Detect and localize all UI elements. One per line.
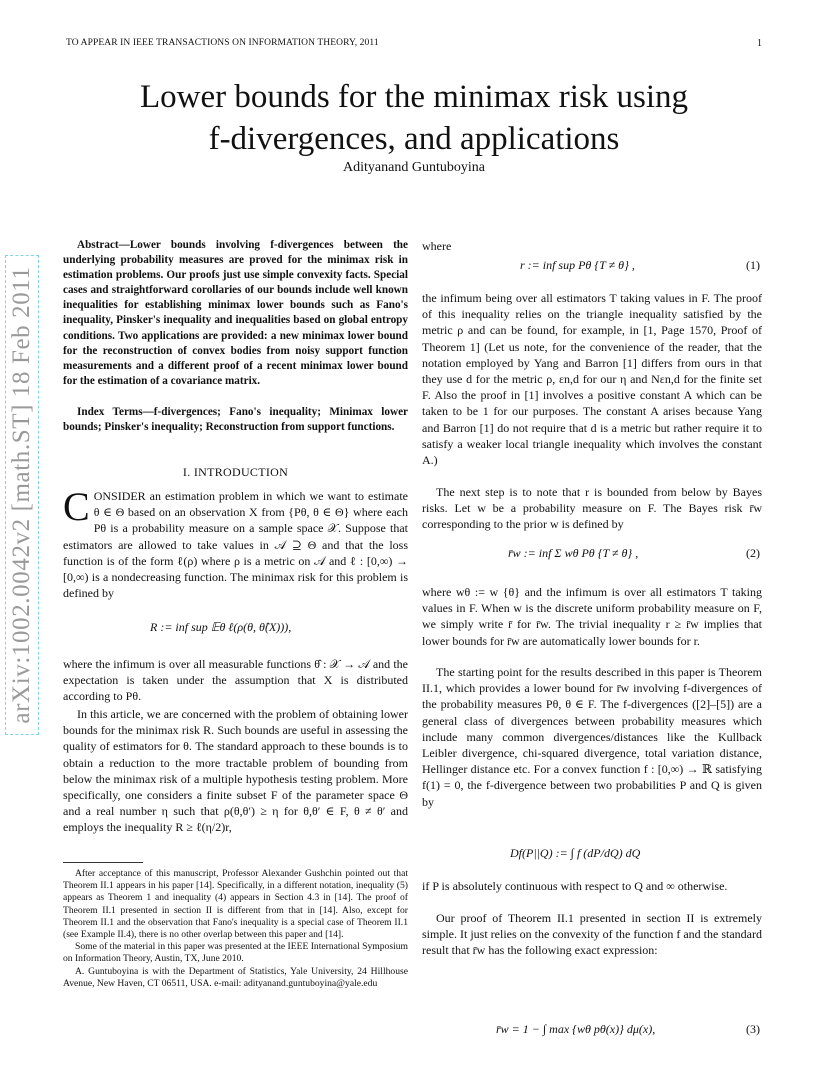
equation-2: r̄w := inf Σ wθ Pθ {T ≠ θ} ,: [508, 546, 639, 560]
drop-cap: C: [63, 484, 90, 529]
index-terms: Index Terms—f-divergences; Fano's inequality; Minimax lower bounds; Pinsker's inequality; Reconstruction from support functions.: [63, 406, 408, 434]
equation-divergence: Df(P||Q) := ∫ f (dP/dQ) dQ: [510, 846, 641, 860]
intro-paragraph-1: [63, 484, 408, 601]
footnote-2: Some of the material in this paper was presented at the IEEE International Symposium on Information Theory, Austin, TX, June 2010.: [63, 941, 408, 965]
equation-3: r̄w = 1 − ∫ max {wθ pθ(x)} dμ(x),: [496, 1022, 656, 1036]
author-name: Adityanand Guntuboyina: [343, 160, 485, 175]
page-number: 1: [757, 38, 762, 49]
equation-1-number: (1): [746, 258, 760, 272]
intro-paragraph-1b: where the infimum is over all measurable functions θ̂ : 𝒳 → 𝒜 and the expectation is taken under the assumption that X is distributed according to Pθ.: [63, 657, 408, 704]
running-head: TO APPEAR IN IEEE TRANSACTIONS ON INFORMATION THEORY, 2011: [66, 38, 379, 48]
footnote-rule: [63, 862, 143, 863]
section-heading: I. INTRODUCTION: [182, 465, 289, 479]
paper-title: [60, 76, 768, 160]
equation-3-number: (3): [746, 1022, 760, 1036]
arxiv-stamp[interactable]: [0, 255, 44, 735]
right-paragraph-4: The starting point for the results described in this paper is Theorem II.1, which provides a lower bound for r̄w involving f-divergences of the probability measures Pθ, θ ∈ F. The f-divergences ([2]–[5]) are a general class of divergences between probability measures which include many common divergences/distances like the Kullback Leibler divergence, chi-squared divergence, total variation distance, Hellinger distance etc. For a convex function f : [0,∞) → ℝ satisfying f(1) = 0, the f-divergence between two probabilities P and Q is given by: [422, 665, 762, 809]
right-where: where: [422, 239, 452, 253]
equation-2-number: (2): [746, 546, 760, 560]
arxiv-stamp-text[interactable]: arXiv:1002.0042v2 [math.ST] 18 Feb 2011: [8, 266, 35, 724]
title-line-1: Lower bounds for the minimax risk using: [139, 79, 689, 115]
right-paragraph-2: The next step is to note that r is bounded from below by Bayes risks. Let w be a probability measure on F. The Bayes risk r̄w corresponding to the prior w is defined by: [422, 485, 762, 532]
title-line-2: [60, 118, 768, 160]
right-paragraph-5: if P is absolutely continuous with respect to Q and ∞ otherwise.: [422, 879, 728, 893]
right-paragraph-3: where wθ := w {θ} and the infimum is over all estimators T taking values in F. When w is the discrete uniform probability measure on F, we simply write r̄ for r̄w. The trivial inequality r ≥ r̄w implies that lower bounds for r̄w are automatically lower bounds for r.: [422, 585, 762, 648]
intro-paragraph-2: In this article, we are concerned with the problem of obtaining lower bounds for the minimax risk R. Such bounds are useful in assessing the quality of estimators for θ. The standard approach to these bounds is to obtain a reduction to the more tractable problem of bounding from below the minimax risk of a multiple hypothesis testing problem. More specifically, one considers a finite subset F of the parameter space Θ and a real number η such that ρ(θ,θ′) ≥ η for θ,θ′ ∈ F, θ ≠ θ′ and employs the inequality R ≥ ℓ(η/2)r,: [63, 707, 408, 835]
right-paragraph-6: Our proof of Theorem II.1 presented in section II is extremely simple. It just relies on the convexity of the function f and the standard result that r̄w has the following exact expression:: [422, 911, 762, 958]
equation-minimax: R := inf sup 𝔼θ ℓ(ρ(θ, θ̂(X))),: [150, 620, 292, 634]
footnote-3: A. Guntuboyina is with the Department of Statistics, Yale University, 24 Hillhouse Avenue, New Haven, CT 06511, USA. e-mail: adityanand.guntuboyina@yale.edu: [63, 965, 408, 989]
footnotes: [63, 868, 408, 990]
intro-p1-text: ONSIDER an estimation problem in which we want to estimate θ ∈ Θ based on an observation X from {Pθ, θ ∈ Θ} where each Pθ is a probability measure on a sample space 𝒳. Suppose that estimators are allowed to take values in 𝒜 ⊇ Θ and that the loss function is of the form ℓ(ρ) where ρ is a metric on 𝒜 and ℓ : [0,∞) → [0,∞) is a nondecreasing function. The minimax risk for this problem is defined by: [63, 489, 408, 601]
equation-1: r := inf sup Pθ {T ≠ θ} ,: [520, 258, 635, 272]
footnote-1: After acceptance of this manuscript, Professor Alexander Gushchin pointed out that Theorem II.1 appears in his paper [14]. Specifically, in a different notation, inequality (5) appears as Theorem 1 and inequality (4) appears in Section 4.3 in [14]. The proof of Theorem II.1 presented in section II is different from that in [14]. Also, except for Theorem II.1 and the observation that Fano's inequality is a special case of Theorem II.1 (see Example II.4), there is no other overlap between this paper and [14].: [63, 868, 408, 941]
title-line-2-text: f-divergences, and applications: [208, 121, 620, 157]
abstract: Abstract—Lower bounds involving f-divergences between the underlying probability measures are proved for the minimax risk in estimation problems. Our proofs just use simple convexity facts. Special cases and straightforward corollaries of our bounds include well known inequalities for establishing minimax lower bounds such as Fano's inequality, Pinsker's inequality and inequalities based on global entropy conditions. Two applications are provided: a new minimax lower bound for the reconstruction of convex bodies from noisy support function measurements and a different proof of a recent minimax lower bound for the estimation of a covariance matrix.: [63, 239, 408, 387]
right-paragraph-1: the infimum being over all estimators T taking values in F. The proof of this inequality relies on the triangle inequality satisfied by the metric ρ and can be found, for example, in [1, Page 1570, Proof of Theorem 1] (Let us note, for the convenience of the reader, that the notation employed by Yang and Barron [1] differs from ours in that they use d for the metric ρ, εn,d for our η and Nεn,d for the finite set F. Also the proof in [1] involves a positive constant A which can be taken to be 1 for our purposes. The constant A arises because Yang and Barron [1] do not require that d is a metric but rather require it to satisfy a weaker local triangle inequality which involves the constant A.): [422, 291, 762, 468]
